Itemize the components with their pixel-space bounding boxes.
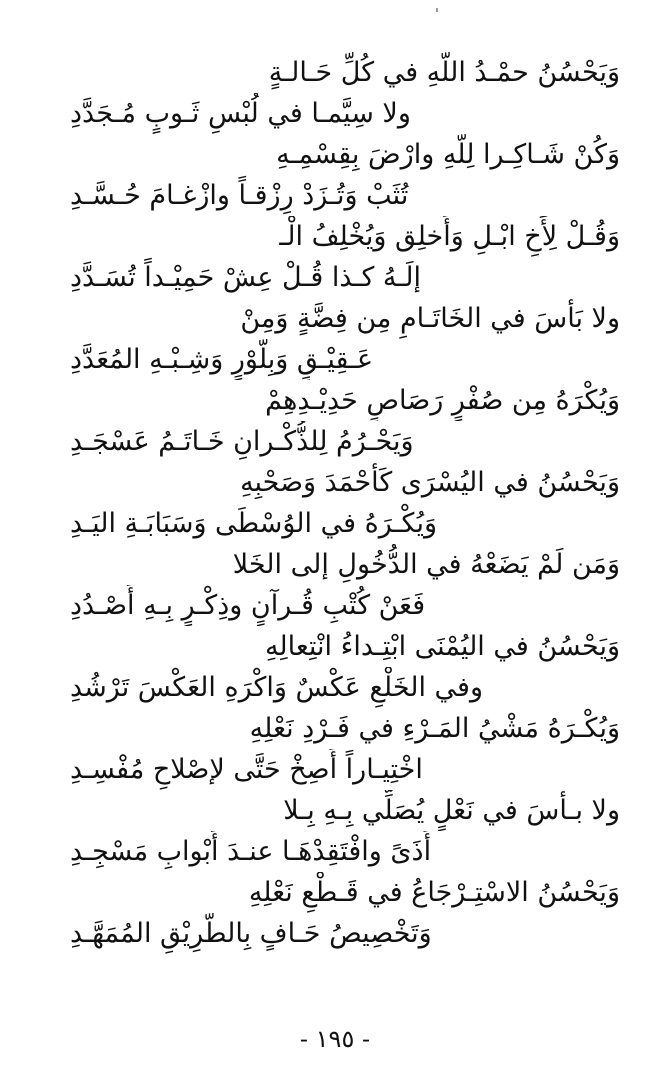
page-number: - ١٩٥ -: [299, 1025, 371, 1053]
verse-5-first-hemistich: وَيُكْرَهُ مِن صُفْرٍ رَصَاصٍ حَدِيْـدِهِمْ: [265, 385, 620, 416]
poem-verses: [70, 52, 620, 954]
verse-6-second-hemistich: وَيُكْـرَهُ في الوُسْطَى وَسَبَابَـةِ اليَـدِ: [70, 508, 438, 539]
verse-4-first-hemistich: ولا بَأْسَ في الخَاتَـامِ مِن فِضَّةٍ وَمِنْ: [240, 303, 620, 334]
verse-3-first-hemistich: وَقُـلْ لِأَخٍ ابْـلِ وَأَخلِق وَيُخْلِفُ الْـ: [279, 221, 620, 252]
verse-8-first-hemistich: وَيَحْسُنُ في اليُمْنَى ابْتِـداءُ انْتِعالِهِ: [264, 631, 620, 662]
verse-11-first-hemistich: وَيَحْسُنُ الاسْتِـرْجَاعُ في قَـطْعِ نَعْلِهِ: [248, 877, 620, 908]
verse-10-second-hemistich: أَذَىً وافْتَقِدْهَـا عنـدَ أَبْوابِ مَسْجِـدِ: [70, 836, 432, 867]
verse-7-first-hemistich: وَمَن لَمْ يَضَعْهُ في الدُّخُولِ إلى الخَلا: [232, 549, 620, 580]
verse-7-second-hemistich: فَعَنْ كُتْبِ قُـرآنٍ وذِكْـرٍ بِـهِ أَصْـدُدِ: [70, 590, 426, 621]
verse-11-second-hemistich: وَتَخْصِيصُ حَـافٍ بِالطَّرِيْقِ المُمَهَّـدِ: [70, 918, 432, 949]
verse-9-first-hemistich: وَيُكْـرَهُ مَشْيُ المَـرْءِ في فَـرْدِ نَعْلِهِ: [249, 713, 620, 744]
verse-10-first-hemistich: ولا بـأْسَ في نَعْلٍ يُصَلِّي بِـهِ بِـلا: [283, 795, 620, 826]
scan-mark: [436, 8, 438, 12]
verse-1-second-hemistich: ولا سِيَّمـا في لُبْسِ ثَـوبٍ مُـجَدَّدِ: [70, 98, 411, 129]
verse-8-second-hemistich: وفي الخَلْعِ عَكْسٌ وَاكْرَهِ العَكْسَ تَرْشُدِ: [70, 672, 484, 703]
verse-3-second-hemistich: إلَـهُ كـذا قُـلْ عِشْ حَمِيْـداً تُسَـدَّدِ: [70, 262, 421, 293]
verse-6-first-hemistich: وَيَحْسُنُ في اليُسْرَى كَأَحْمَدَ وَصَحْبِهِ: [240, 467, 620, 498]
verse-5-second-hemistich: وَيَحْـرُمُ لِلذُّكْـرانِ خَـاتَـمُ عَسْجَـدِ: [70, 426, 414, 457]
verse-9-second-hemistich: اخْتِيـاراً أَصِخْ حَتَّى لإصْلاحِ مُفْسِـدِ: [70, 754, 423, 785]
verse-1-first-hemistich: وَيَحْسُنُ حمْـدُ اللّهِ في كُلِّ حَـالـةٍ: [268, 57, 620, 88]
verse-4-second-hemistich: عَـقِيْـقٍ وَبِلَّوْرٍ وَشِـبْـهِ المُعَدَّدِ: [70, 344, 374, 375]
verse-2-first-hemistich: وَكُنْ شَـاكِـرا لِلّهِ وارْضَ بِقِسْمِـهِ: [276, 139, 620, 170]
verse-2-second-hemistich: تُثَبْ وَتُـزَدْ رِزْقـاً وازْغـامَ حُـسَّـدِ: [70, 180, 409, 211]
